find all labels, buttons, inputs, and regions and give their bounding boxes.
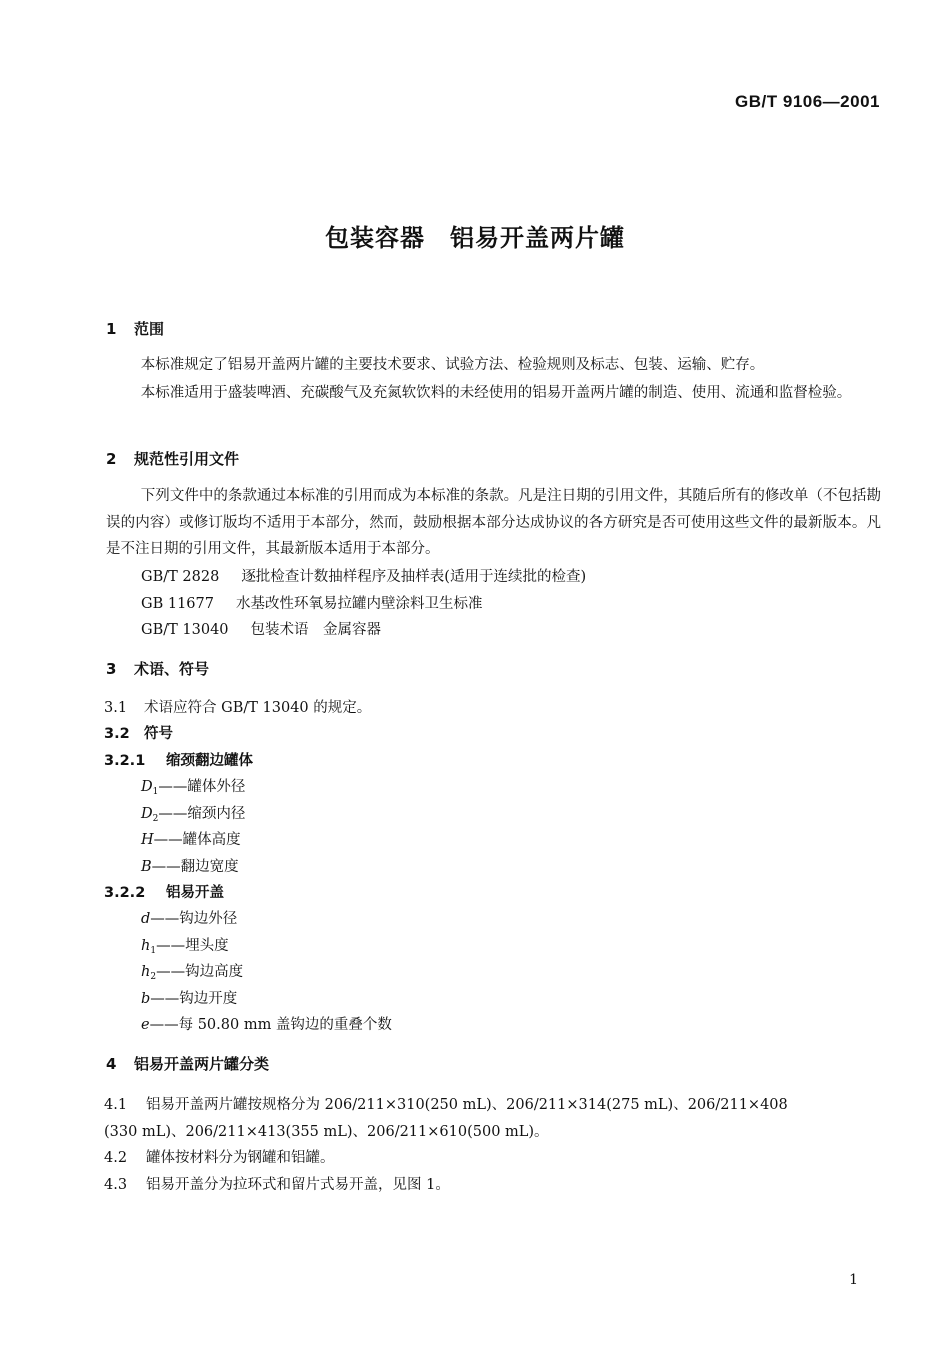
symbol-item	[141, 907, 237, 929]
reference-title: 水基改性环氧易拉罐内壁涂料卫生标准	[235, 596, 483, 612]
clause-3-1	[104, 696, 371, 717]
symbol-description: ——埋头度	[156, 938, 229, 954]
symbol: d	[141, 911, 151, 927]
clause-number: 3.2.2	[104, 885, 146, 901]
clause-3-2	[104, 722, 173, 743]
section-1-heading	[106, 318, 164, 339]
symbol-item	[141, 775, 245, 797]
clause-number: 4.2	[104, 1150, 128, 1166]
clause-text: 术语应符合 GB/T 13040 的规定。	[144, 700, 372, 716]
reference-item	[141, 618, 381, 639]
page-number: 1	[849, 1272, 858, 1288]
symbol-description: ——缩颈内径	[158, 806, 246, 822]
standard-code: GB/T 9106—2001	[735, 92, 880, 111]
symbol: b	[141, 991, 151, 1007]
symbol: h	[141, 938, 151, 954]
clause-4-3	[104, 1173, 450, 1194]
section-number: 4	[106, 1055, 117, 1073]
symbol: H	[141, 832, 154, 848]
clause-text: 铝易开盖分为拉环式和留片式易开盖，见图 1。	[146, 1177, 450, 1193]
symbol-item	[141, 1013, 392, 1035]
section-1-paragraph-2: 本标准适用于盛装啤酒、充碳酸气及充氮软饮料的未经使用的铝易开盖两片罐的制造、使用、流通和监督检验。	[140, 385, 852, 401]
section-title: 铝易开盖两片罐分类	[134, 1055, 270, 1073]
clause-4-2	[104, 1146, 335, 1167]
reference-title: 逐批检查计数抽样程序及抽样表(适用于连续批的检查)	[241, 569, 587, 585]
symbol-item	[141, 987, 237, 1009]
symbol-description: ——翻边宽度	[151, 859, 239, 875]
clause-number: 3.1	[104, 700, 128, 716]
clause-text: 缩颈翻边罐体	[166, 753, 253, 769]
symbol: D	[141, 806, 153, 822]
section-4-heading	[106, 1053, 269, 1074]
symbol-item	[141, 934, 229, 956]
symbol-description: ——每 50.80 mm 盖钩边的重叠个数	[149, 1017, 392, 1033]
section-title: 范围	[134, 320, 165, 338]
reference-item	[141, 565, 586, 586]
symbol-description: ——钩边外径	[150, 911, 238, 927]
section-number: 3	[106, 660, 117, 678]
section-3-heading	[106, 658, 209, 679]
symbol-item	[141, 855, 239, 877]
reference-code: GB/T 2828	[141, 569, 220, 585]
clause-4-1-continuation: (330 mL)、206/211×413(355 mL)、206/211×610(500 mL)。	[104, 1124, 549, 1140]
reference-item	[141, 592, 482, 613]
symbol-description: ——罐体高度	[153, 832, 241, 848]
section-number: 1	[106, 320, 117, 338]
clause-text: 铝易开盖	[166, 885, 224, 901]
reference-code: GB/T 13040	[141, 622, 229, 638]
clause-3-2-2	[104, 881, 224, 902]
symbol-subscript: 2	[152, 814, 159, 824]
section-number: 2	[106, 450, 117, 468]
section-title: 术语、符号	[134, 660, 210, 678]
clause-number: 3.2.1	[104, 753, 146, 769]
document-title: 包装容器 铝易开盖两片罐	[325, 224, 625, 252]
symbol: h	[141, 964, 151, 980]
symbol: B	[141, 859, 152, 875]
symbol-description: ——罐体外径	[158, 779, 246, 795]
symbol-description: ——钩边开度	[150, 991, 238, 1007]
clause-3-2-1	[104, 749, 253, 770]
reference-title: 包装术语 金属容器	[250, 622, 382, 638]
symbol-item	[141, 802, 245, 824]
clause-text: 罐体按材料分为钢罐和铝罐。	[146, 1150, 335, 1166]
section-2-heading	[106, 448, 239, 469]
clause-number: 4.1	[104, 1097, 128, 1113]
symbol: e	[141, 1017, 150, 1033]
symbol: D	[141, 779, 153, 795]
symbol-item	[141, 960, 243, 982]
section-1-paragraph-1: 本标准规定了铝易开盖两片罐的主要技术要求、试验方法、检验规则及标志、包装、运输、贮存。	[140, 357, 765, 373]
symbol-subscript: 2	[150, 972, 157, 982]
symbol-item	[141, 828, 241, 850]
clause-4-1	[104, 1093, 788, 1114]
reference-code: GB 11677	[141, 596, 214, 612]
symbol-subscript: 1	[150, 946, 157, 956]
section-2-paragraph-1: 下列文件中的条款通过本标准的引用而成为本标准的条款。凡是注日期的引用文件，其随后所有的修改单（不包括勘误的内容）或修订版均不适用于本部分，然而，鼓励根据本部分达成协议的各方研究是否可使用这些文件的最新版本。凡是不注日期的引用文件，其最新版本适用于本部分。	[106, 488, 881, 557]
section-title: 规范性引用文件	[134, 450, 240, 468]
symbol-subscript: 1	[152, 787, 159, 797]
symbol-description: ——钩边高度	[156, 964, 244, 980]
clause-number: 3.2	[104, 726, 130, 742]
clause-text: 铝易开盖两片罐按规格分为 206/211×310(250 mL)、206/211×314(275 mL)、206/211×408	[146, 1097, 788, 1113]
clause-text: 符号	[144, 726, 173, 742]
clause-number: 4.3	[104, 1177, 128, 1193]
